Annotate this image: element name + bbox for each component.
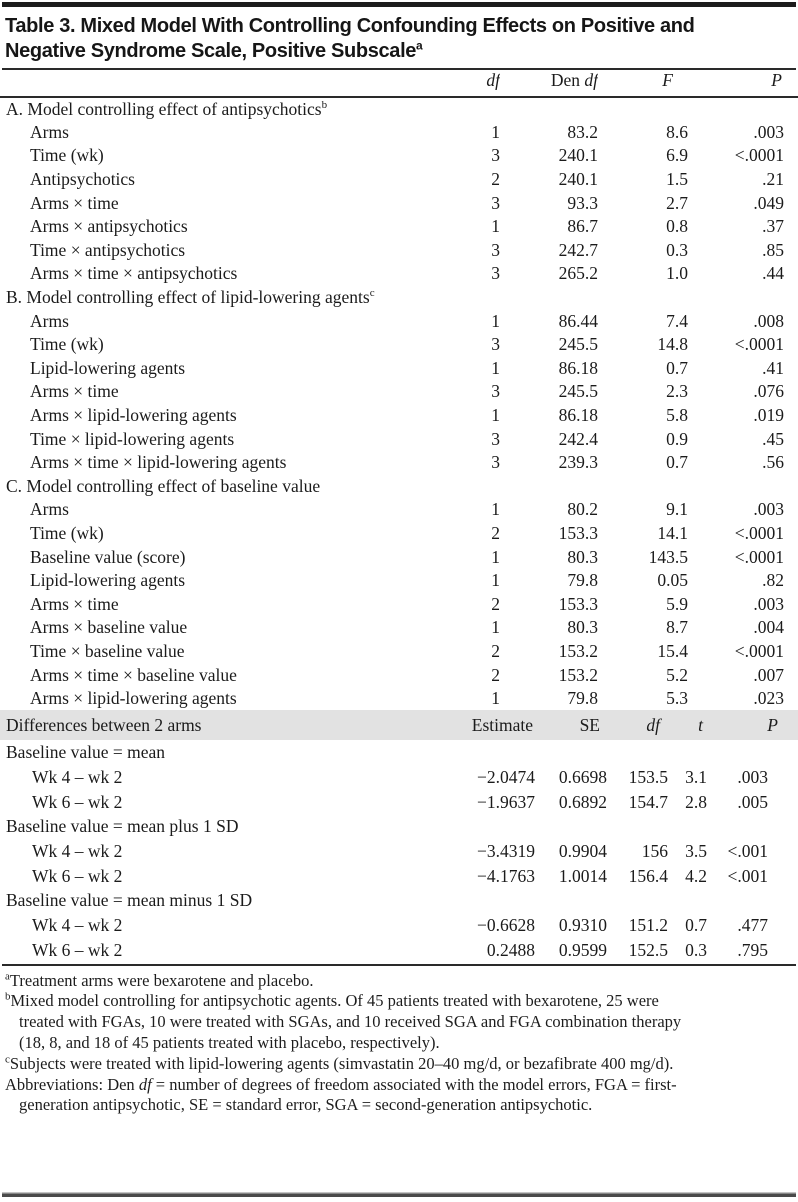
effect-label: Time × baseline value [30,640,185,661]
den-df-cell: 239.3 [558,452,598,473]
den-df-cell: 240.1 [558,169,598,190]
t-cell: 2.8 [685,791,707,812]
f-cell: 8.7 [666,617,688,638]
effect-label: Time × lipid-lowering agents [30,428,235,449]
group-header: Baseline value = mean minus 1 SD [6,890,253,911]
df-cell: 1 [491,357,500,378]
den-df-cell: 86.18 [558,405,598,426]
data-row [0,144,798,168]
f-cell: 5.3 [666,688,688,709]
p-cell: .477 [737,915,768,936]
df-cell: 3 [491,192,500,213]
data-row [0,545,798,569]
p-cell: .023 [753,688,784,709]
df-cell: 1 [491,310,500,331]
den-df-cell: 93.3 [567,192,598,213]
f-cell: 15.4 [657,640,688,661]
band-label: Differences between 2 arms [0,710,440,740]
data-row [0,592,798,616]
f-cell: 7.4 [666,310,688,331]
den-df-cell: 240.1 [558,145,598,166]
effect-label: Arms × baseline value [30,617,188,638]
data-row [0,262,798,286]
df-cell: 3 [491,145,500,166]
data-row [0,380,798,404]
se-cell: 0.9599 [558,939,607,960]
effect-label: Arms [30,310,69,331]
data-row [0,498,798,522]
den-df-cell: 79.8 [567,570,598,591]
title-line [5,39,794,64]
contrast-label: Wk 6 – wk 2 [32,791,123,812]
contrast-label: Wk 6 – wk 2 [32,865,123,886]
effect-label: Arms × time × antipsychotics [30,263,238,284]
top-rule [2,2,796,7]
footnote-ref: b [321,98,328,111]
p-cell: .019 [753,405,784,426]
f-cell: 8.6 [666,121,688,142]
p-cell: .007 [753,664,784,685]
effect-label: Arms × time × baseline value [30,664,237,685]
effect-label: Arms [30,121,69,142]
den-df-cell: 79.8 [567,688,598,709]
group-header-row [0,889,798,914]
group-header: Baseline value = mean plus 1 SD [6,816,239,837]
group-header-row [0,740,798,765]
data-row [0,168,798,192]
den-df-cell: 86.7 [567,216,598,237]
footnote-text: Abbreviations: Den [5,1074,139,1094]
estimate-cell: −2.0474 [477,766,535,787]
footnote-text: Subjects were treated with lipid-lowering agents (simvastatin 20–40 mg/d, or bezafibrate 400 mg/d). [9,1053,674,1073]
column-header-df: df [452,70,500,97]
f-cell: 2.3 [666,381,688,402]
p-cell: .003 [753,499,784,520]
f-cell: 0.8 [666,216,688,237]
p-cell: .008 [753,310,784,331]
p-cell: .076 [753,381,784,402]
column-header-empty [0,70,452,97]
table-title [5,14,794,64]
data-row [0,569,798,593]
den-prefix: Den [550,70,580,90]
f-cell: 0.7 [666,357,688,378]
title-line-text: Negative Syndrome Scale, Positive Subscale [5,40,417,62]
den-df-cell: 265.2 [558,263,598,284]
p-cell: <.0001 [734,640,784,661]
den-df-cell: 80.2 [567,499,598,520]
data-row [0,215,798,239]
den-df-cell: 86.44 [558,310,598,331]
effect-label: Time (wk) [30,145,104,166]
effect-label: Arms × time × lipid-lowering agents [30,452,287,473]
effect-label: Arms × lipid-lowering agents [30,405,237,426]
data-row [0,616,798,640]
differences-table [0,710,798,962]
p-cell: .049 [753,192,784,213]
se-cell: 1.0014 [558,865,607,886]
p-cell: <.0001 [734,145,784,166]
f-cell: 6.9 [666,145,688,166]
f-cell: 9.1 [666,499,688,520]
se-cell: 0.6698 [558,766,607,787]
den-df-cell: 80.3 [567,617,598,638]
effect-label: Antipsychotics [30,169,135,190]
footnote [5,1054,689,1075]
t-cell: 3.5 [685,841,707,862]
data-row [0,191,798,215]
den-df-cell: 153.3 [558,522,598,543]
data-row [0,451,798,475]
df-cell: 3 [491,428,500,449]
p-cell: <.0001 [734,522,784,543]
data-row [0,522,798,546]
f-cell: 0.7 [666,452,688,473]
df-cell: 1 [491,405,500,426]
f-cell: 5.9 [666,593,688,614]
contrast-row [0,913,798,938]
footnote [5,1075,689,1117]
bottom-rule [2,1192,796,1197]
effect-label: Lipid-lowering agents [30,570,186,591]
footnote [5,991,689,1053]
f-cell: 1.5 [666,169,688,190]
p-cell: .44 [762,263,784,284]
title-line: Table 3. Mixed Model With Controlling Confounding Effects on Positive and [5,15,695,37]
estimate-cell: −0.6628 [477,915,535,936]
df-cell: 1 [491,499,500,520]
f-cell: 2.7 [666,192,688,213]
column-header-estimate: Estimate [440,710,535,740]
df-cell: 3 [491,263,500,284]
effect-label: Time × antipsychotics [30,239,186,260]
column-header-df: df [607,710,668,740]
contrast-row [0,765,798,790]
group-header-row [0,815,798,840]
footnote-text: Mixed model controlling for antipsychotic agents. Of 45 patients treated with bexarotene, 25 were treated with FGAs, 10 were treated with SGAs, and 10 received SGA and FGA combination therapy (18, 8, and 18 of 45 patients treated with placebo, respectively). [10,991,682,1053]
data-row [0,333,798,357]
effect-label: Arms × lipid-lowering agents [30,688,237,709]
f-cell: 5.2 [666,664,688,685]
f-cell: 14.1 [657,522,688,543]
f-cell: 0.3 [666,239,688,260]
f-cell: 1.0 [666,263,688,284]
title-superscript: a [416,38,423,53]
footnote-marker: b [5,990,11,1003]
differences-band [0,710,798,740]
section-header-label: A. Model controlling effect of antipsychotics [6,98,322,119]
p-cell: <.0001 [734,546,784,567]
p-cell: .37 [762,216,784,237]
footnote-text: = number of degrees of freedom associated with the model errors, FGA = first-generation antipsychotic, SE = standard error, SGA = second-generation antipsychotic. [19,1074,677,1115]
section-header-label: B. Model controlling effect of lipid-lowering agents [6,287,370,308]
contrast-label: Wk 6 – wk 2 [32,939,123,960]
df-cell: 1 [491,546,500,567]
data-row [0,121,798,145]
df-cell: 1 [491,216,500,237]
den-df-cell: 83.2 [567,121,598,142]
contrast-row [0,839,798,864]
df-cell: 2 [491,664,500,685]
f-cell: 0.05 [657,570,688,591]
f-cell: 0.9 [666,428,688,449]
p-cell: .005 [737,791,768,812]
den-df-cell: 80.3 [567,546,598,567]
p-cell: .82 [762,570,784,591]
df-cell: 153.5 [628,766,668,787]
df-cell: 156.4 [628,865,668,886]
p-cell: <.001 [727,865,768,886]
group-header: Baseline value = mean [6,742,166,763]
t-cell: 4.2 [685,865,707,886]
t-cell: 0.3 [685,939,707,960]
df-cell: 2 [491,593,500,614]
den-df-cell: 242.4 [558,428,598,449]
df-cell: 152.5 [628,939,668,960]
section-header-row [0,286,798,310]
column-header-p: P [707,710,798,740]
contrast-row [0,790,798,815]
effect-label: Time (wk) [30,334,104,355]
df-cell: 3 [491,452,500,473]
df-cell: 1 [491,570,500,591]
data-row [0,663,798,687]
effect-label: Arms [30,499,69,520]
df-cell: 3 [491,239,500,260]
den-df-cell: 245.5 [558,381,598,402]
effect-label: Arms × time [30,593,119,614]
p-cell: .41 [762,357,784,378]
section-header [0,475,798,499]
se-cell: 0.6892 [558,791,607,812]
footnote-text: df [138,1074,152,1094]
contrast-row [0,864,798,889]
section-header-row [0,475,798,499]
estimate-cell: 0.2488 [486,939,535,960]
mixed-model-table [0,70,798,710]
column-header-p: P [688,70,798,97]
p-cell: .003 [753,593,784,614]
effect-label: Arms × antipsychotics [30,216,188,237]
section-header [0,286,798,310]
df-cell: 3 [491,381,500,402]
df-cell: 2 [491,169,500,190]
effect-label: Lipid-lowering agents [30,357,186,378]
df-cell: 156 [641,841,668,862]
data-row [0,404,798,428]
contrast-label: Wk 4 – wk 2 [32,841,123,862]
contrast-label: Wk 4 – wk 2 [32,766,123,787]
p-cell: .45 [762,428,784,449]
df-cell: 3 [491,334,500,355]
se-cell: 0.9310 [558,915,607,936]
estimate-cell: −1.9637 [477,791,535,812]
footnote-marker: c [5,1053,10,1066]
data-row [0,427,798,451]
den-df-cell: 242.7 [558,239,598,260]
p-cell: .003 [753,121,784,142]
den-df-cell: 245.5 [558,334,598,355]
den-df-italic: df [584,70,598,90]
df-cell: 1 [491,617,500,638]
contrast-label: Wk 4 – wk 2 [32,915,123,936]
se-cell: 0.9904 [558,841,607,862]
table-bottom-rule [2,964,796,966]
f-cell: 5.8 [666,405,688,426]
column-header-row [0,70,798,97]
column-header-f: F [598,70,688,97]
p-cell: .003 [737,766,768,787]
p-cell: <.0001 [734,334,784,355]
p-cell: .795 [737,939,768,960]
df-cell: 2 [491,522,500,543]
df-cell: 1 [491,121,500,142]
den-df-cell: 153.2 [558,664,598,685]
df-cell: 151.2 [628,915,668,936]
data-row [0,640,798,664]
t-cell: 0.7 [685,915,707,936]
footnote-ref: c [369,287,375,300]
p-cell: .21 [762,169,784,190]
df-cell: 2 [491,640,500,661]
estimate-cell: −4.1763 [477,865,535,886]
effect-label: Time (wk) [30,522,104,543]
f-cell: 143.5 [648,546,688,567]
section-header-row [0,97,798,121]
df-cell: 154.7 [628,791,668,812]
den-df-cell: 153.2 [558,640,598,661]
effect-label: Arms × time [30,192,119,213]
estimate-cell: −3.4319 [477,841,535,862]
p-cell: .56 [762,452,784,473]
data-row [0,309,798,333]
footnotes [5,971,689,1117]
f-cell: 14.8 [657,334,688,355]
footnote [5,971,689,992]
column-header-t: t [668,710,707,740]
den-df-cell: 86.18 [558,357,598,378]
p-cell: .85 [762,239,784,260]
footnote-marker: a [5,970,10,983]
column-header-den-df [500,70,598,97]
section-header-label: C. Model controlling effect of baseline value [6,475,321,496]
p-cell: <.001 [727,841,768,862]
df-cell: 1 [491,688,500,709]
data-row [0,687,798,711]
effect-label: Arms × time [30,381,119,402]
section-header [0,97,798,121]
t-cell: 3.1 [685,766,707,787]
column-header-se: SE [535,710,607,740]
data-row [0,239,798,263]
effect-label: Baseline value (score) [30,546,186,567]
p-cell: .004 [753,617,784,638]
footnote-text: Treatment arms were bexarotene and placebo. [9,970,314,990]
contrast-row [0,938,798,963]
data-row [0,357,798,381]
den-df-cell: 153.3 [558,593,598,614]
